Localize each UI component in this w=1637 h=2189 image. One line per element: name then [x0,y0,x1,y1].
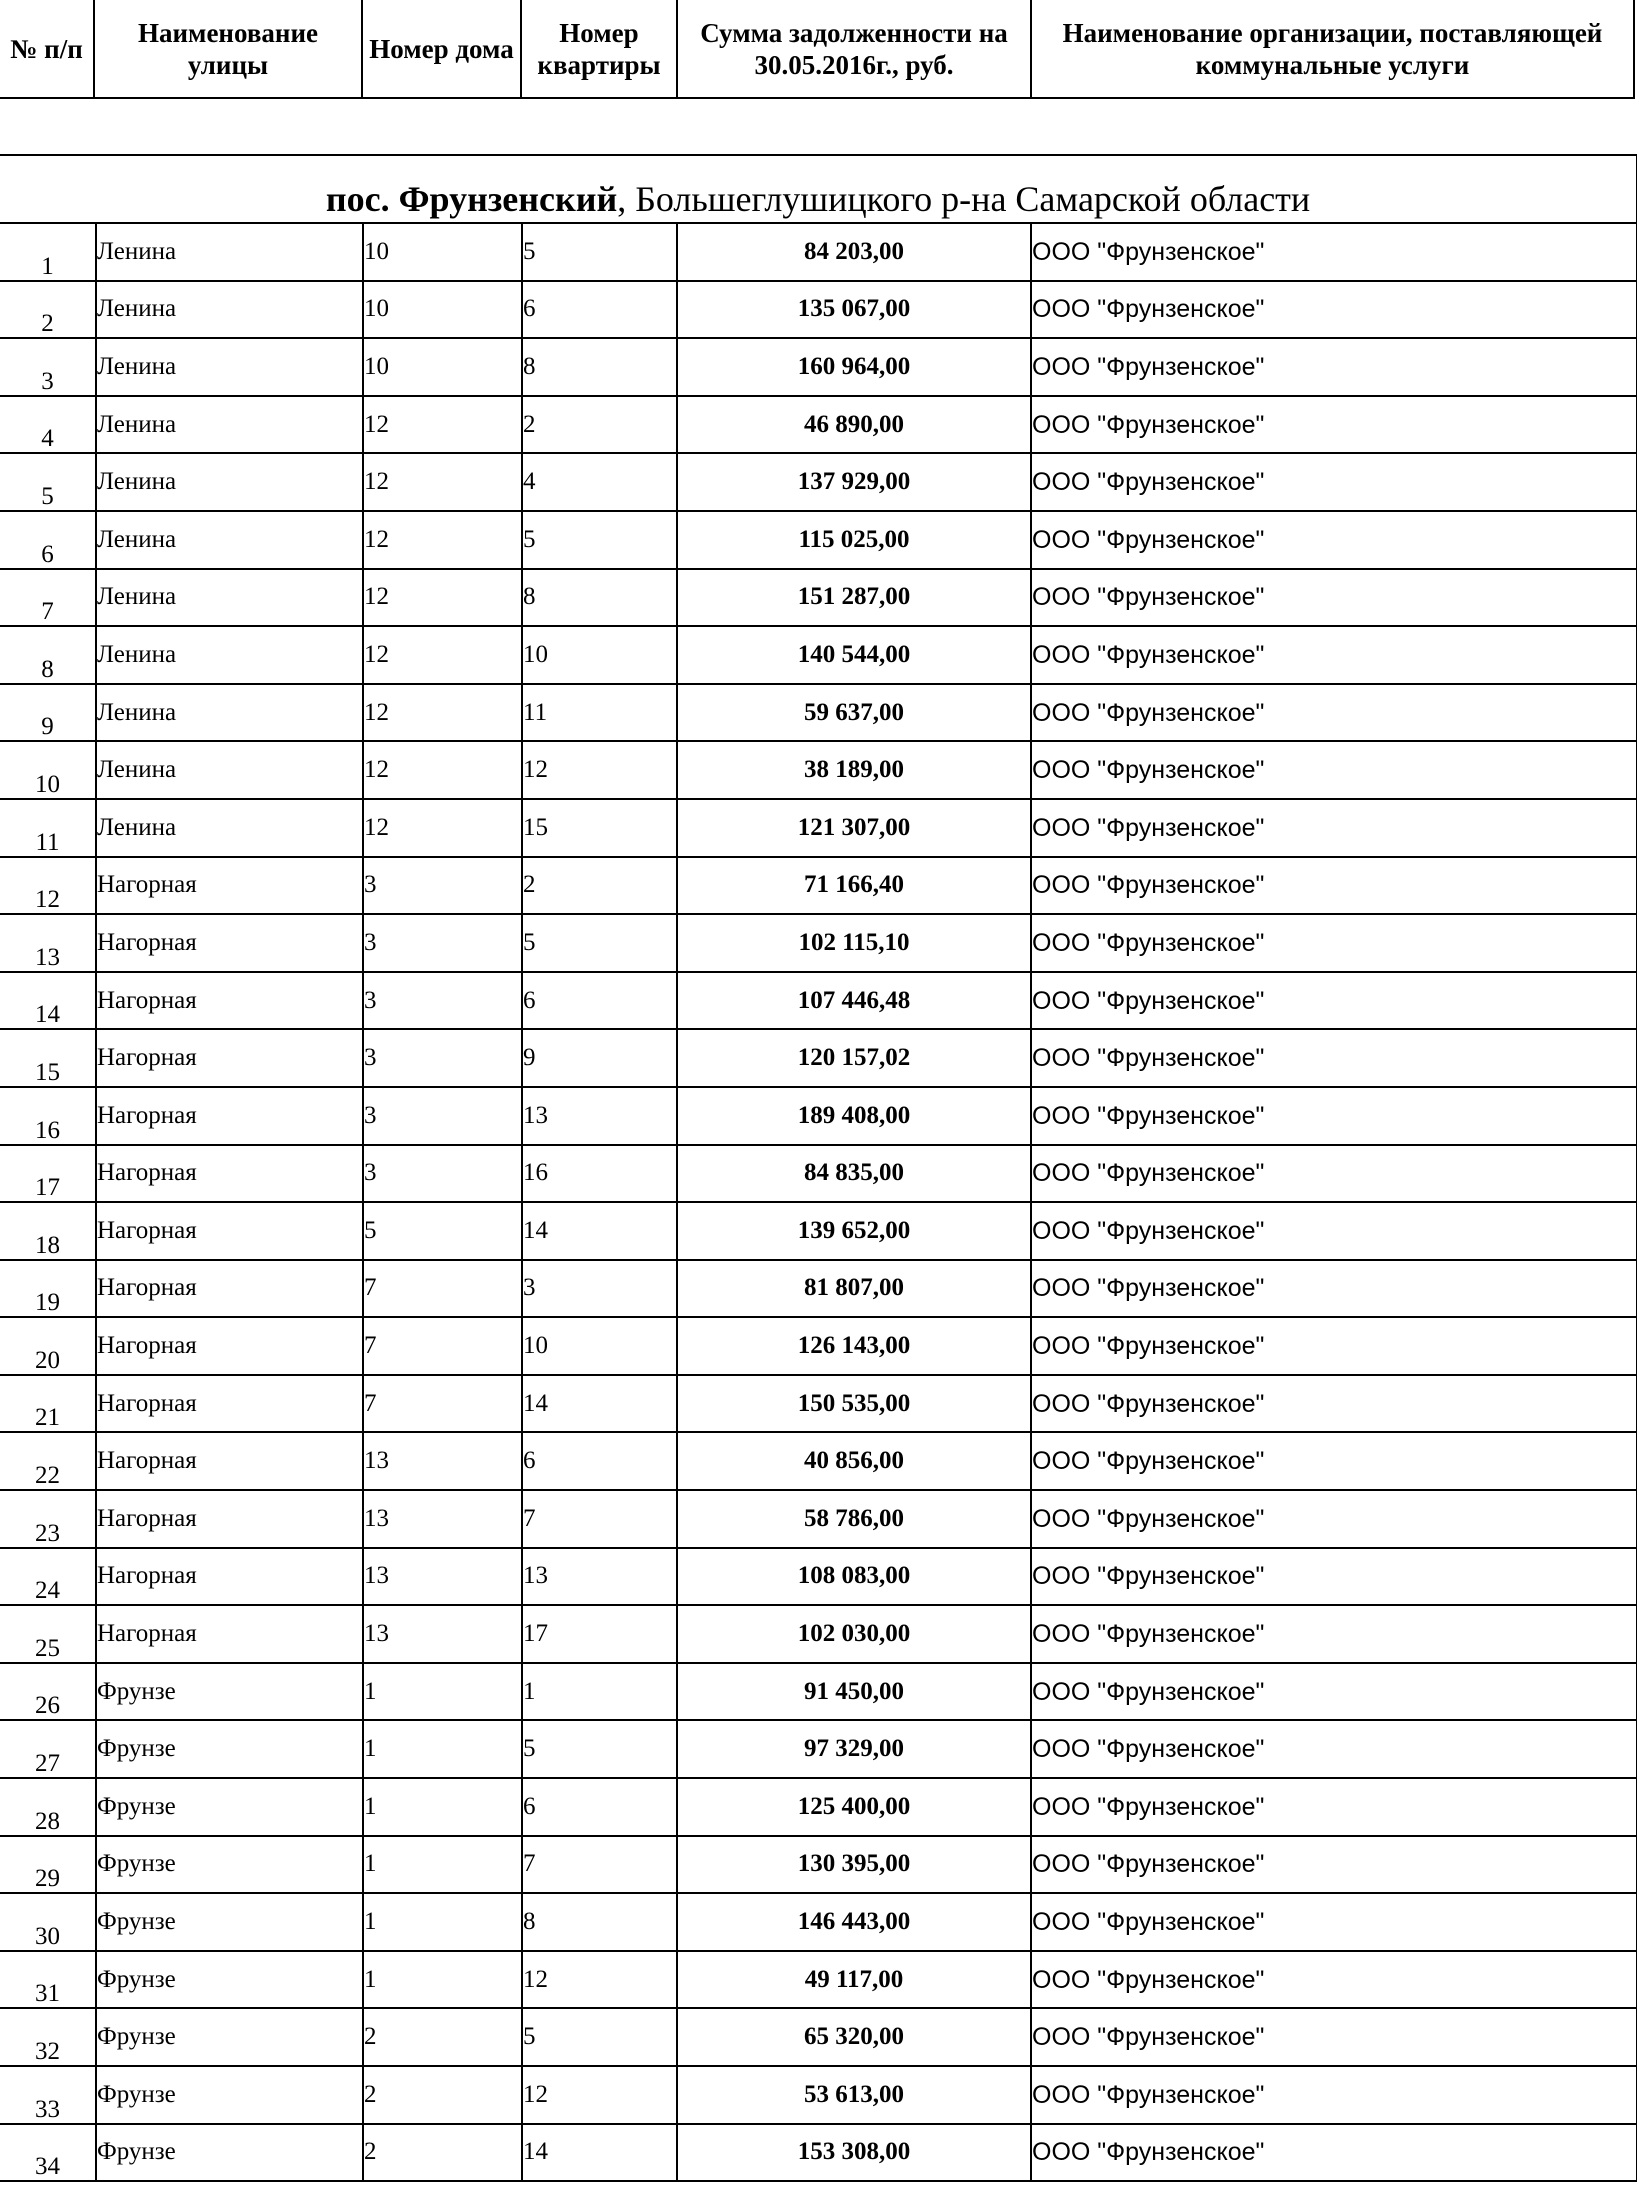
row-number: 14 [0,972,96,1030]
row-number: 28 [0,1778,96,1836]
street-cell: Ленина [96,511,363,569]
apartment-cell: 8 [522,569,677,627]
debt-amount-cell: 102 030,00 [677,1605,1031,1663]
row-number: 7 [0,569,96,627]
apartment-cell: 2 [522,396,677,454]
debt-amount-cell: 125 400,00 [677,1778,1031,1836]
street-cell: Нагорная [96,1490,363,1548]
apartment-cell: 5 [522,223,677,281]
apartment-cell: 8 [522,1893,677,1951]
debt-amount-cell: 120 157,02 [677,1029,1031,1087]
table-row [0,1893,1637,1951]
street-cell: Нагорная [96,1317,363,1375]
table-row [0,281,1637,339]
house-cell: 1 [363,1663,522,1721]
debt-amount-cell: 121 307,00 [677,799,1031,857]
street-cell: Ленина [96,799,363,857]
table-row [0,223,1637,281]
house-cell: 12 [363,396,522,454]
table-row [0,1951,1637,2009]
organization-cell: ООО "Фрунзенское" [1031,1951,1637,2009]
table-row [0,338,1637,396]
apartment-cell: 14 [522,1375,677,1433]
street-cell: Фрунзе [96,2008,363,2066]
table-row [0,569,1637,627]
street-cell: Нагорная [96,1087,363,1145]
street-cell: Фрунзе [96,1720,363,1778]
organization-cell: ООО "Фрунзенское" [1031,1663,1637,1721]
debt-amount-cell: 102 115,10 [677,914,1031,972]
apartment-cell: 10 [522,626,677,684]
apartment-cell: 4 [522,453,677,511]
row-number: 8 [0,626,96,684]
house-cell: 1 [363,1951,522,2009]
street-cell: Ленина [96,626,363,684]
row-number: 29 [0,1836,96,1894]
street-cell: Нагорная [96,972,363,1030]
debt-table [0,154,1637,2182]
street-cell: Нагорная [96,1029,363,1087]
row-number: 12 [0,857,96,915]
street-cell: Нагорная [96,857,363,915]
row-number: 26 [0,1663,96,1721]
row-number: 15 [0,1029,96,1087]
street-cell: Ленина [96,684,363,742]
table-row [0,453,1637,511]
house-cell: 2 [363,2008,522,2066]
house-cell: 1 [363,1836,522,1894]
apartment-cell: 1 [522,1663,677,1721]
street-cell: Фрунзе [96,2066,363,2124]
apartment-cell: 17 [522,1605,677,1663]
debt-amount-cell: 81 807,00 [677,1260,1031,1318]
organization-cell: ООО "Фрунзенское" [1031,914,1637,972]
debt-amount-cell: 53 613,00 [677,2066,1031,2124]
apartment-cell: 7 [522,1490,677,1548]
debt-amount-cell: 91 450,00 [677,1663,1031,1721]
organization-cell: ООО "Фрунзенское" [1031,1087,1637,1145]
organization-cell: ООО "Фрунзенское" [1031,857,1637,915]
street-cell: Нагорная [96,1432,363,1490]
organization-cell: ООО "Фрунзенское" [1031,1720,1637,1778]
organization-cell: ООО "Фрунзенское" [1031,972,1637,1030]
street-cell: Фрунзе [96,1663,363,1721]
table-row [0,1432,1637,1490]
row-number: 16 [0,1087,96,1145]
table-row [0,2066,1637,2124]
debt-amount-cell: 40 856,00 [677,1432,1031,1490]
street-cell: Ленина [96,223,363,281]
apartment-cell: 11 [522,684,677,742]
debt-amount-cell: 139 652,00 [677,1202,1031,1260]
debt-amount-cell: 140 544,00 [677,626,1031,684]
debt-amount-cell: 49 117,00 [677,1951,1031,2009]
debt-amount-cell: 160 964,00 [677,338,1031,396]
organization-cell: ООО "Фрунзенское" [1031,511,1637,569]
house-cell: 5 [363,1202,522,1260]
organization-cell: ООО "Фрунзенское" [1031,741,1637,799]
debt-amount-cell: 71 166,40 [677,857,1031,915]
street-cell: Ленина [96,741,363,799]
debt-amount-cell: 150 535,00 [677,1375,1031,1433]
street-cell: Ленина [96,281,363,339]
apartment-cell: 6 [522,1778,677,1836]
row-number: 32 [0,2008,96,2066]
debt-amount-cell: 137 929,00 [677,453,1031,511]
apartment-cell: 13 [522,1548,677,1606]
apartment-cell: 5 [522,1720,677,1778]
organization-cell: ООО "Фрунзенское" [1031,1260,1637,1318]
row-number: 27 [0,1720,96,1778]
apartment-cell: 12 [522,741,677,799]
house-cell: 7 [363,1260,522,1318]
street-cell: Ленина [96,338,363,396]
debt-amount-cell: 108 083,00 [677,1548,1031,1606]
organization-cell: ООО "Фрунзенское" [1031,569,1637,627]
organization-cell: ООО "Фрунзенское" [1031,1317,1637,1375]
apartment-cell: 6 [522,281,677,339]
house-cell: 13 [363,1432,522,1490]
organization-cell: ООО "Фрунзенское" [1031,684,1637,742]
street-cell: Ленина [96,396,363,454]
organization-cell: ООО "Фрунзенское" [1031,1202,1637,1260]
debt-amount-cell: 58 786,00 [677,1490,1031,1548]
street-cell: Нагорная [96,1548,363,1606]
settlement-title [0,155,1637,223]
header-street: Наименование улицы [94,0,362,98]
organization-cell: ООО "Фрунзенское" [1031,396,1637,454]
debt-amount-cell: 146 443,00 [677,1893,1031,1951]
organization-cell: ООО "Фрунзенское" [1031,1029,1637,1087]
row-number: 22 [0,1432,96,1490]
row-number: 18 [0,1202,96,1260]
header-organization: Наименование организации, поставляющей коммунальные услуги [1031,0,1634,98]
debt-amount-cell: 97 329,00 [677,1720,1031,1778]
column-header-row [0,0,1634,98]
table-row [0,684,1637,742]
street-cell: Нагорная [96,914,363,972]
street-cell: Фрунзе [96,1778,363,1836]
organization-cell: ООО "Фрунзенское" [1031,1893,1637,1951]
table-row [0,1778,1637,1836]
debt-amount-cell: 107 446,48 [677,972,1031,1030]
settlement-row [0,155,1637,223]
house-cell: 13 [363,1490,522,1548]
house-cell: 2 [363,2066,522,2124]
debt-amount-cell: 38 189,00 [677,741,1031,799]
table-row [0,2008,1637,2066]
apartment-cell: 13 [522,1087,677,1145]
house-cell: 3 [363,972,522,1030]
row-number: 24 [0,1548,96,1606]
organization-cell: ООО "Фрунзенское" [1031,2008,1637,2066]
table-row [0,1836,1637,1894]
organization-cell: ООО "Фрунзенское" [1031,453,1637,511]
row-number: 17 [0,1145,96,1203]
house-cell: 7 [363,1375,522,1433]
street-cell: Нагорная [96,1202,363,1260]
apartment-cell: 9 [522,1029,677,1087]
row-number: 3 [0,338,96,396]
debt-amount-cell: 135 067,00 [677,281,1031,339]
organization-cell: ООО "Фрунзенское" [1031,338,1637,396]
apartment-cell: 5 [522,511,677,569]
apartment-cell: 6 [522,1432,677,1490]
table-row [0,1260,1637,1318]
row-number: 30 [0,1893,96,1951]
row-number: 21 [0,1375,96,1433]
debt-amount-cell: 130 395,00 [677,1836,1031,1894]
header-house: Номер дома [362,0,521,98]
organization-cell: ООО "Фрунзенское" [1031,2124,1637,2182]
table-row [0,2124,1637,2182]
house-cell: 1 [363,1778,522,1836]
row-number: 11 [0,799,96,857]
apartment-cell: 6 [522,972,677,1030]
house-cell: 3 [363,1145,522,1203]
debt-amount-cell: 189 408,00 [677,1087,1031,1145]
house-cell: 3 [363,1029,522,1087]
debt-amount-cell: 115 025,00 [677,511,1031,569]
house-cell: 12 [363,741,522,799]
house-cell: 1 [363,1893,522,1951]
row-number: 5 [0,453,96,511]
apartment-cell: 7 [522,1836,677,1894]
house-cell: 12 [363,799,522,857]
table-row [0,511,1637,569]
table-row [0,857,1637,915]
debt-amount-cell: 153 308,00 [677,2124,1031,2182]
apartment-cell: 14 [522,2124,677,2182]
settlement-name: пос. Фрунзенский [325,179,618,219]
row-number: 13 [0,914,96,972]
table-row [0,1663,1637,1721]
table-row [0,799,1637,857]
organization-cell: ООО "Фрунзенское" [1031,2066,1637,2124]
table-row [0,1605,1637,1663]
row-number: 2 [0,281,96,339]
street-cell: Фрунзе [96,1893,363,1951]
apartment-cell: 5 [522,2008,677,2066]
apartment-cell: 10 [522,1317,677,1375]
table-row [0,1317,1637,1375]
apartment-cell: 16 [522,1145,677,1203]
house-cell: 10 [363,338,522,396]
table-row [0,396,1637,454]
house-cell: 10 [363,281,522,339]
debt-amount-cell: 59 637,00 [677,684,1031,742]
table-row [0,741,1637,799]
apartment-cell: 12 [522,2066,677,2124]
house-cell: 7 [363,1317,522,1375]
house-cell: 2 [363,2124,522,2182]
table-row [0,972,1637,1030]
table-row [0,1548,1637,1606]
header-apartment: Номер квартиры [521,0,677,98]
debt-amount-cell: 65 320,00 [677,2008,1031,2066]
street-cell: Фрунзе [96,1951,363,2009]
house-cell: 13 [363,1605,522,1663]
house-cell: 10 [363,223,522,281]
organization-cell: ООО "Фрунзенское" [1031,281,1637,339]
apartment-cell: 5 [522,914,677,972]
row-number: 20 [0,1317,96,1375]
house-cell: 12 [363,626,522,684]
apartment-cell: 8 [522,338,677,396]
house-cell: 12 [363,453,522,511]
header-debt: Сумма задолженности на 30.05.2016г., руб. [677,0,1031,98]
apartment-cell: 15 [522,799,677,857]
settlement-region: , Большеглушицкого р-на Самарской области [617,179,1311,219]
apartment-cell: 14 [522,1202,677,1260]
row-number: 6 [0,511,96,569]
house-cell: 3 [363,914,522,972]
table-row [0,1202,1637,1260]
apartment-cell: 12 [522,1951,677,2009]
row-number: 31 [0,1951,96,2009]
house-cell: 12 [363,569,522,627]
organization-cell: ООО "Фрунзенское" [1031,1490,1637,1548]
apartment-cell: 3 [522,1260,677,1318]
table-row [0,914,1637,972]
table-row [0,1145,1637,1203]
row-number: 1 [0,223,96,281]
table-row [0,1490,1637,1548]
column-header-table [0,0,1635,99]
row-number: 23 [0,1490,96,1548]
street-cell: Нагорная [96,1605,363,1663]
organization-cell: ООО "Фрунзенское" [1031,223,1637,281]
debt-amount-cell: 84 203,00 [677,223,1031,281]
organization-cell: ООО "Фрунзенское" [1031,1605,1637,1663]
house-cell: 12 [363,684,522,742]
row-number: 33 [0,2066,96,2124]
row-number: 4 [0,396,96,454]
house-cell: 1 [363,1720,522,1778]
debt-amount-cell: 126 143,00 [677,1317,1031,1375]
house-cell: 13 [363,1548,522,1606]
row-number: 25 [0,1605,96,1663]
street-cell: Нагорная [96,1375,363,1433]
apartment-cell: 2 [522,857,677,915]
street-cell: Ленина [96,569,363,627]
house-cell: 12 [363,511,522,569]
organization-cell: ООО "Фрунзенское" [1031,1145,1637,1203]
house-cell: 3 [363,857,522,915]
row-number: 10 [0,741,96,799]
organization-cell: ООО "Фрунзенское" [1031,799,1637,857]
street-cell: Ленина [96,453,363,511]
organization-cell: ООО "Фрунзенское" [1031,1548,1637,1606]
table-row [0,1720,1637,1778]
organization-cell: ООО "Фрунзенское" [1031,1375,1637,1433]
organization-cell: ООО "Фрунзенское" [1031,626,1637,684]
table-row [0,1375,1637,1433]
street-cell: Нагорная [96,1145,363,1203]
row-number: 34 [0,2124,96,2182]
street-cell: Фрунзе [96,1836,363,1894]
table-row [0,1087,1637,1145]
debt-amount-cell: 46 890,00 [677,396,1031,454]
house-cell: 3 [363,1087,522,1145]
debt-amount-cell: 84 835,00 [677,1145,1031,1203]
row-number: 19 [0,1260,96,1318]
organization-cell: ООО "Фрунзенское" [1031,1836,1637,1894]
row-number: 9 [0,684,96,742]
street-cell: Нагорная [96,1260,363,1318]
header-num: № п/п [0,0,94,98]
debt-amount-cell: 151 287,00 [677,569,1031,627]
organization-cell: ООО "Фрунзенское" [1031,1778,1637,1836]
organization-cell: ООО "Фрунзенское" [1031,1432,1637,1490]
table-row [0,626,1637,684]
table-row [0,1029,1637,1087]
street-cell: Фрунзе [96,2124,363,2182]
